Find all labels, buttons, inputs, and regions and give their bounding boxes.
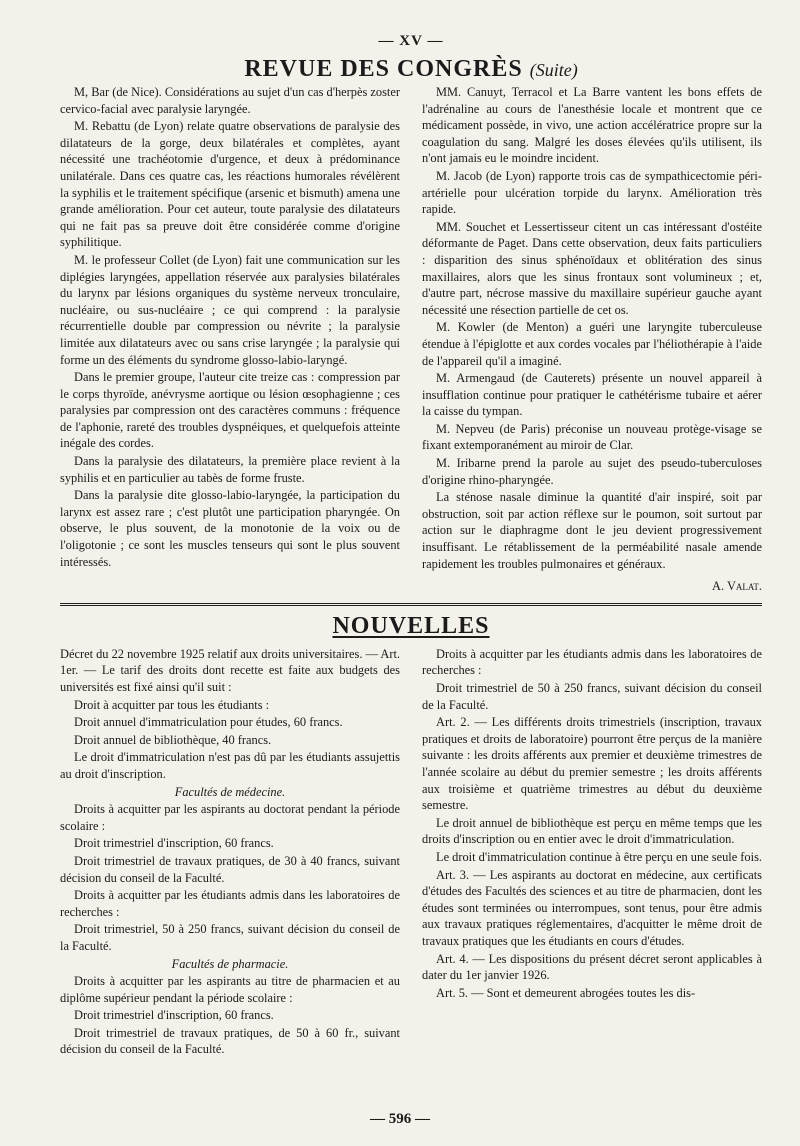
paragraph: Droit annuel d'immatriculation pour études, 60 francs. bbox=[74, 715, 343, 730]
congres-left-column bbox=[60, 84, 400, 595]
paragraph: La sténose nasale diminue la quantité d'air inspiré, soit par obstruction, soit par action réflexe sur le poumon, soit surtout par action sur le diaphragme dont le jeu devient progressivement insuffisant. Le rétablissement de la perméabilité nasale amende rapidement les troubles pulmonaires et généraux. bbox=[422, 490, 762, 571]
section-title-text: REVUE DES CONGRÈS bbox=[244, 56, 523, 82]
paragraph: Droits à acquitter par les aspirants au titre de pharmacien et au diplôme supérieur pendant la période scolaire : bbox=[60, 974, 400, 1005]
paragraph: M. Nepveu (de Paris) préconise un nouveau protège-visage se fixant extemporanément au miroir de Clar. bbox=[422, 421, 762, 453]
paragraph: M. Armengaud (de Cauterets) présente un nouvel appareil à insufflation continue pour pratiquer le cathétérisme tubaire et aérer la caisse du tympan. bbox=[422, 371, 762, 419]
paragraph: Dans la paralysie dite glosso-labio-laryngée, la participation du larynx est assez rare ; c'est plutôt une participation pharyngée. On observe, le plus souvent, de la monotonie de la voix ou de l'oligotonie ; ce sont les muscles tenseurs qui sont le plus souvent intéressés. bbox=[60, 488, 400, 569]
paragraph: Droit trimestriel d'inscription, 60 francs. bbox=[74, 1008, 274, 1023]
paragraph: Droit à acquitter par tous les étudiants : bbox=[74, 697, 270, 712]
roman-folio: — XV — bbox=[378, 33, 444, 49]
paragraph: Droits à acquitter par les étudiants admis dans les laboratoires de recherches : bbox=[422, 646, 762, 678]
nouvelles-right-column bbox=[422, 646, 762, 1059]
nouvelles-columns bbox=[60, 646, 762, 1059]
paragraph: M. Jacob (de Lyon) rapporte trois cas de sympathicectomie péri-artérielle pour ulcération torpide du larynx. Amélioration très rapide. bbox=[422, 168, 762, 217]
paragraph: Le droit annuel de bibliothèque est perçu en même temps que les droits d'inscription ou en entier avec le droit d'immatriculation. bbox=[422, 815, 762, 847]
paragraph: Droit trimestriel d'inscription, 60 francs. bbox=[74, 836, 274, 851]
congres-right-column bbox=[422, 84, 762, 595]
author-signature: A. Valat. bbox=[712, 579, 762, 594]
paragraph: Droit trimestriel de travaux pratiques, de 30 à 40 francs, suivant décision du conseil de la Faculté. bbox=[60, 853, 400, 885]
nouvelles-title: NOUVELLES bbox=[332, 612, 490, 639]
section-title bbox=[60, 56, 762, 84]
paragraph: Décret du 22 novembre 1925 relatif aux droits universitaires. — Art. 1er. — Le tarif des droits dont recette est faite aux budgets des universités est fixé ainsi qu'il suit : bbox=[60, 646, 400, 694]
paragraph: Droits à acquitter par les aspirants au doctorat pendant la période scolaire : bbox=[60, 802, 400, 833]
paragraph: Droit trimestriel, 50 à 250 francs, suivant décision du conseil de la Faculté. bbox=[60, 922, 400, 953]
paragraph: Le droit d'immatriculation n'est pas dû par les étudiants assujettis au droit d'inscription. bbox=[60, 750, 400, 781]
congres-columns bbox=[60, 84, 762, 595]
paragraph: Dans la paralysie des dilatateurs, la première place revient à la syphilis et en particulier au tabès de forme fruste. bbox=[60, 454, 400, 485]
paragraph: Art. 3. — Les aspirants au doctorat en médecine, aux certificats d'études des Facultés des sciences et au titre de pharmacien, dont les études sont terminées ou interrompues, sont tenus, pour être admis aux travaux pratiques réglementaires, d'acquitter le même droit de travaux pratiques que les étudiants en cours d'études. bbox=[422, 867, 762, 948]
paragraph: Droit annuel de bibliothèque, 40 francs. bbox=[74, 732, 272, 747]
paragraph: Droit trimestriel de 50 à 250 francs, suivant décision du conseil de la Faculté. bbox=[422, 681, 762, 712]
paragraph: Droits à acquitter par les étudiants admis dans les laboratoires de recherches : bbox=[60, 888, 400, 919]
paragraph: M. Rebattu (de Lyon) relate quatre observations de paralysie des dilatateurs de la gorge, deux bilatérales et complètes, ayant nécessité une trachéotomie d'urgence, et deux à prédominance unilatérale. Dans ces quatre cas, les réactions humorales révélèrent la syphilis et le traitement spécifique (arsenic et bismuth) amena une grande amélioration. Pour cet auteur, toute paralysie des dilatateurs qui ne fait pas sa preuve doit être considérée comme d'origine syphilitique. bbox=[60, 119, 400, 250]
paragraph: Droit trimestriel de travaux pratiques, de 50 à 60 fr., suivant décision du conseil de la Faculté. bbox=[60, 1025, 400, 1057]
paragraph: MM. Canuyt, Terracol et La Barre vantent les bons effets de l'adrénaline au cours de l'anesthésie locale et montrent que ce médicament possède, in vivo, une action accélératrice propre sur la coagulation du sang. Malgré les doses élevées qu'ils utilisent, ils n'ont jamais eu le moindre incident. bbox=[422, 85, 762, 166]
paragraph: MM. Souchet et Lessertisseur citent un cas intéressant d'ostéite déformante de Paget. Dans cette observation, deux faits particuliers : disparition des sinus sphénoïdaux et oblitération des sinus maxillaires, alors que les sinus frontaux sont volumineux ; et, d'autre part, nécrose massive du maxillaire supérieur gauche ayant nécessité une résection partielle de cet os. bbox=[422, 219, 762, 317]
subheading: Facultés de pharmacie. bbox=[171, 956, 289, 971]
paragraph: Art. 2. — Les différents droits trimestriels (inscription, travaux pratiques et droits de laboratoire) pourront être perçus de la manière suivante : les droits afférents aux premier et deuxième trimestres de l'année scolaire au début du premier semestre ; les droits afférents aux troisième et quatrième trimestres au début du deuxième semestre. bbox=[422, 715, 762, 813]
section-title-suffix: (Suite) bbox=[529, 60, 578, 80]
paragraph: Le droit d'immatriculation continue à être perçu en une seule fois. bbox=[436, 849, 762, 864]
nouvelles-left-column bbox=[60, 646, 400, 1059]
paragraph: Dans le premier groupe, l'auteur cite treize cas : compression par le corps thyroïde, anévrysme aortique ou lésion œsophagienne ; ces paralysies par compression ont des caractères communs : fréquence de l'aphonie, rareté des troubles dyspnéiques, et quelquefois atteinte inégale des cordes. bbox=[60, 370, 400, 451]
paragraph: M. Iribarne prend la parole au sujet des pseudo-tuberculoses d'origine rhino-pharyngée. bbox=[422, 456, 762, 487]
paragraph: Art. 5. — Sont et demeurent abrogées toutes les dis- bbox=[436, 985, 696, 1000]
section-divider bbox=[60, 603, 762, 606]
subheading: Facultés de médecine. bbox=[174, 784, 286, 799]
paragraph: M. le professeur Collet (de Lyon) fait une communication sur les diplégies laryngées, appellation réservée aux paralysies bilatérales du larynx par lésions organiques du système nerveux tronculaire, nucléaire, ou sus-nucléaire ; ce qui comprend : la paralysie récurrentielle double par compression ou névrite ; la paralysie limitée aux dilatateurs avec ou sans crise laryngée ; la paralysie qui forme un des éléments du syndrome glosso-labio-laryngé. bbox=[60, 252, 400, 367]
paragraph: M, Bar (de Nice). Considérations au sujet d'un cas d'herpès zoster cervico-facial avec paralysie laryngée. bbox=[60, 85, 400, 116]
paragraph: M. Kowler (de Menton) a guéri une laryngite tuberculeuse étendue à l'épiglotte et aux cordes vocales par l'héliothérapie à l'aide de l'appareil qu'il a imaginé. bbox=[422, 320, 762, 368]
paragraph: Art. 4. — Les dispositions du présent décret seront applicables à dater du 1er janvier 1926. bbox=[422, 951, 762, 983]
page-number: — 596 — bbox=[370, 1111, 430, 1127]
